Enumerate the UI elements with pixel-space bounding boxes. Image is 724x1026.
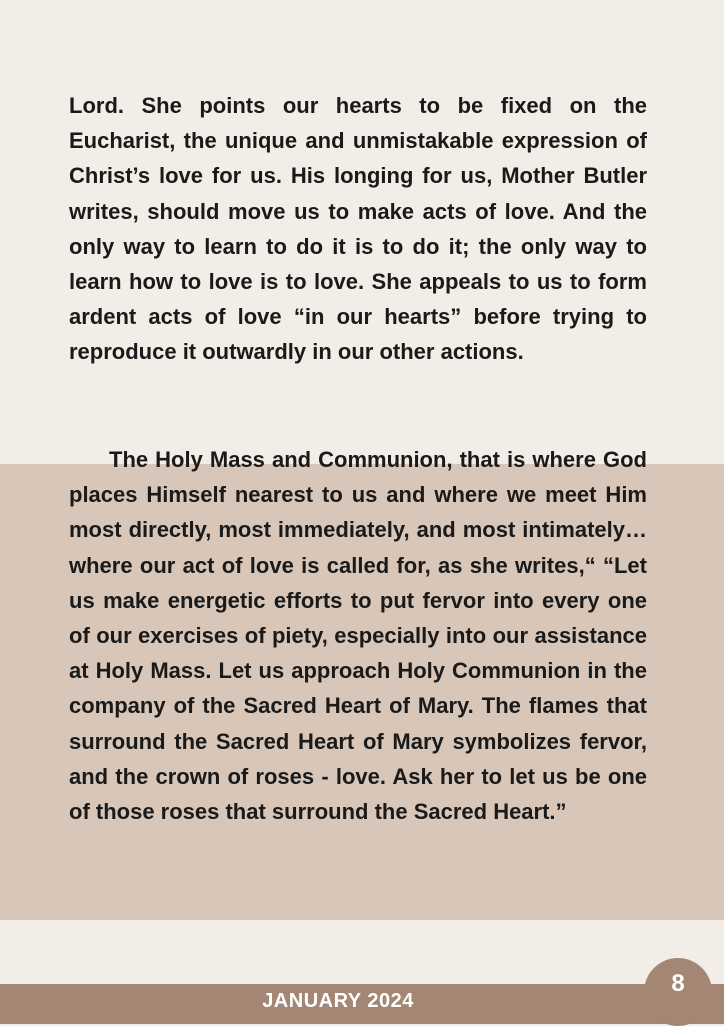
page-number: 8 <box>671 970 685 997</box>
footer-date: JANUARY 2024 <box>262 990 414 1012</box>
paragraph-text: Lord. She points our hearts to be fixed on the Eucharist, the unique and unmistakable expression of Christ’s love for us. His longing for us, Mother Butler writes, should move us to make acts of love. And the only way to learn to do it is to do it; the only way to learn how to love is to love. She appeals to us to form ardent acts of love “in our hearts” before trying to reproduce it outwardly in our other actions. <box>69 93 647 365</box>
article-paragraph-1 <box>69 88 647 370</box>
paragraph-text: The Holy Mass and Communion, that is where God places Himself nearest to us and where we meet Him most directly, most immediately, and most intimately… where our act of love is called for, as she writes,“ “Let us make energetic efforts to put fervor into every one of our exercises of piety, especially into our assistance at Holy Mass. Let us approach Holy Communion in the company of the Sacred Heart of Mary. The flames that surround the Sacred Heart of Mary symbolizes fervor, and the crown of roses - love. Ask her to let us be one of those roses that surround the Sacred Heart.” <box>69 447 647 825</box>
article-paragraph-2 <box>69 442 647 829</box>
